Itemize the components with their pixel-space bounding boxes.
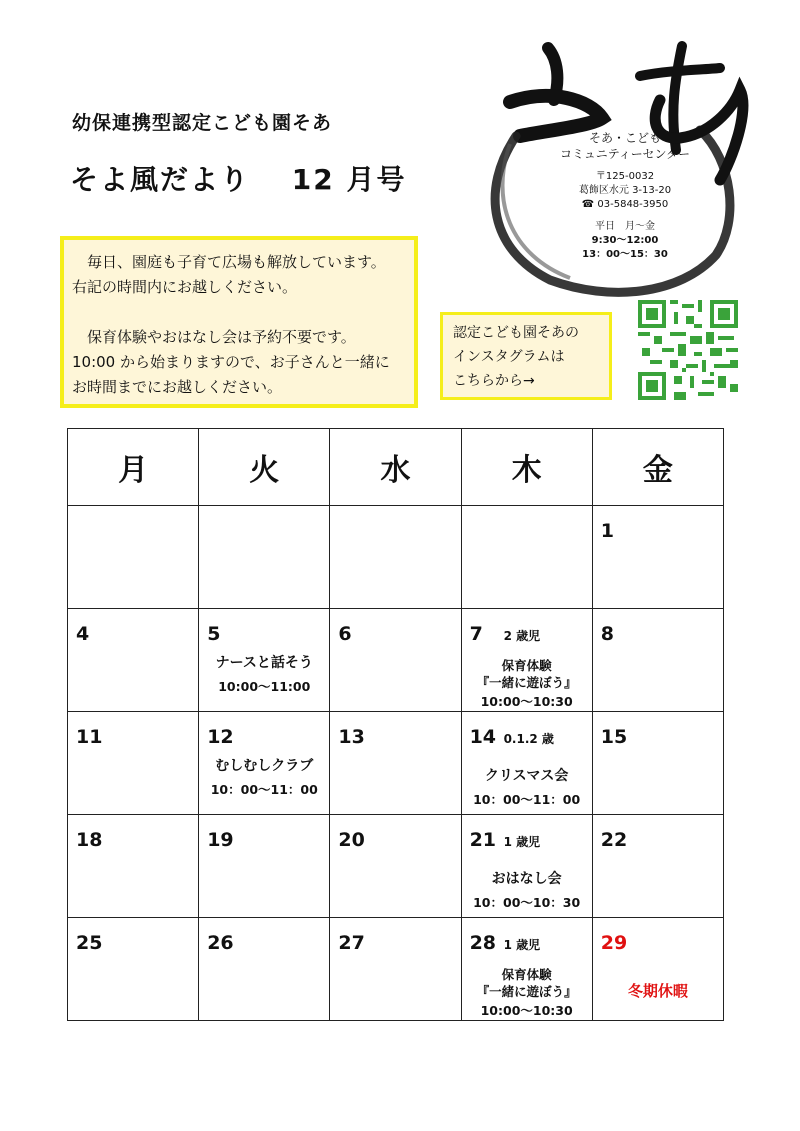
- calendar-week-row: [68, 712, 724, 815]
- day-number: 20: [338, 829, 365, 851]
- day-number: 13: [338, 726, 365, 748]
- age-tag: 1 歳児: [503, 938, 541, 952]
- header-wed: 水: [330, 429, 461, 506]
- calendar-day-cell: [592, 918, 723, 1021]
- instagram-qr-code[interactable]: [638, 300, 738, 400]
- day-number: 25: [76, 932, 103, 954]
- calendar-day-cell: [68, 815, 199, 918]
- day-number: 14: [469, 726, 497, 748]
- instagram-box: [440, 312, 612, 400]
- calendar-day-cell: [592, 609, 723, 712]
- calendar-day-cell: [461, 712, 592, 815]
- org-name: 幼保連携型認定こども園そあ: [72, 112, 333, 134]
- calendar-day-cell: [199, 918, 330, 1021]
- age-tag: 1 歳児: [503, 835, 541, 849]
- header-thu: 木: [461, 429, 592, 506]
- event-info: [199, 758, 329, 798]
- calendar-day-cell: [330, 815, 461, 918]
- event-title: クリスマス会: [484, 768, 569, 784]
- day-number: 26: [207, 932, 234, 954]
- calendar-day-cell: [199, 712, 330, 815]
- event-info: [462, 966, 592, 1019]
- day-number: 22: [600, 829, 628, 851]
- day-number: 1: [600, 520, 614, 542]
- header-mon: 月: [68, 429, 199, 506]
- calendar-day-cell: [68, 506, 199, 609]
- calendar-day-cell: [199, 506, 330, 609]
- event-title: ナースと話そう: [215, 655, 313, 671]
- event-time: 10：00～10：30: [473, 895, 581, 910]
- notice-box: [60, 236, 418, 408]
- event-info: [462, 657, 592, 710]
- event-title: 保育体験 『一緒に遊ぼう』: [476, 658, 577, 690]
- event-time: 10:00～10:30: [480, 1003, 573, 1018]
- calendar-day-cell: [330, 712, 461, 815]
- calendar-day-cell: [461, 918, 592, 1021]
- event-title: むしむしクラブ: [215, 758, 314, 774]
- day-number: 19: [207, 829, 234, 851]
- day-number: 15: [600, 726, 628, 748]
- calendar-day-cell: [461, 506, 592, 609]
- center-hours-afternoon: 13：00～15：30: [582, 249, 668, 260]
- day-number: 5: [207, 623, 221, 645]
- holiday-label: 冬期休暇: [627, 982, 688, 1000]
- notice-paragraph-2: 保育体験やおはなし会は予約不要です。 10:00 から始まりますので、お子さんと一緒に お時間までにお越しください。: [72, 328, 390, 396]
- event-time: 10：00～11：00: [473, 792, 581, 807]
- age-tag: 2 歳児: [503, 629, 541, 643]
- day-number: 21: [469, 829, 497, 851]
- event-info: [462, 768, 592, 808]
- header-tue: 火: [199, 429, 330, 506]
- calendar-day-cell: [330, 609, 461, 712]
- header-fri: 金: [592, 429, 723, 506]
- event-title: 保育体験 『一緒に遊ぼう』: [476, 967, 577, 999]
- notice-paragraph-1: 毎日、園庭も子育て広場も解放しています。 右記の時間内にお越しください。: [72, 253, 386, 296]
- center-postal: 〒125-0032: [595, 171, 655, 182]
- calendar-day-cell: [330, 506, 461, 609]
- newsletter-title: そよ風だより 12 月号: [70, 163, 407, 196]
- calendar-day-cell: [199, 815, 330, 918]
- day-number: 28: [469, 932, 497, 954]
- calendar-day-cell: [68, 712, 199, 815]
- day-number: 29: [600, 932, 628, 954]
- calendar-day-cell: [68, 609, 199, 712]
- calendar: [67, 428, 724, 1021]
- calendar-day-cell: [592, 712, 723, 815]
- center-hours-label: 平日 月～金: [595, 221, 655, 232]
- calendar-week-row: [68, 506, 724, 609]
- day-number: 7: [469, 623, 483, 645]
- calendar-day-cell: [199, 609, 330, 712]
- calendar-header-row: [68, 429, 724, 506]
- calendar-day-cell: [68, 918, 199, 1021]
- event-time: 10:00～10:30: [480, 694, 573, 709]
- calendar-week-row: [68, 918, 724, 1021]
- calendar-week-row: [68, 815, 724, 918]
- calendar-day-cell: [330, 918, 461, 1021]
- calendar-day-cell: [592, 506, 723, 609]
- calendar-day-cell: [461, 815, 592, 918]
- day-number: 12: [207, 726, 234, 748]
- event-time: 10:00～11:00: [218, 679, 311, 694]
- center-phone: ☎ 03-5848-3950: [581, 199, 669, 210]
- day-number: 8: [600, 623, 614, 645]
- day-number: 11: [76, 726, 103, 748]
- center-address: 葛飾区水元 3-13-20: [578, 185, 672, 196]
- day-number: 18: [76, 829, 103, 851]
- day-number: 4: [76, 623, 90, 645]
- center-info: [535, 130, 715, 262]
- center-hours-morning: 9:30～12:00: [591, 235, 659, 246]
- event-info: [462, 871, 592, 911]
- event-title: おはなし会: [491, 871, 562, 887]
- day-number: 6: [338, 623, 352, 645]
- calendar-day-cell: [461, 609, 592, 712]
- day-number: 27: [338, 932, 365, 954]
- instagram-text: 認定こども園そあの インスタグラムは こちらから→: [453, 325, 579, 389]
- event-time: 10：00～11：00: [210, 782, 318, 797]
- age-tag: 0.1.2 歳: [503, 732, 554, 746]
- event-info: [199, 655, 329, 695]
- calendar-week-row: [68, 609, 724, 712]
- calendar-day-cell: [592, 815, 723, 918]
- center-name: そあ・こども コミュニティーセンター: [559, 131, 691, 161]
